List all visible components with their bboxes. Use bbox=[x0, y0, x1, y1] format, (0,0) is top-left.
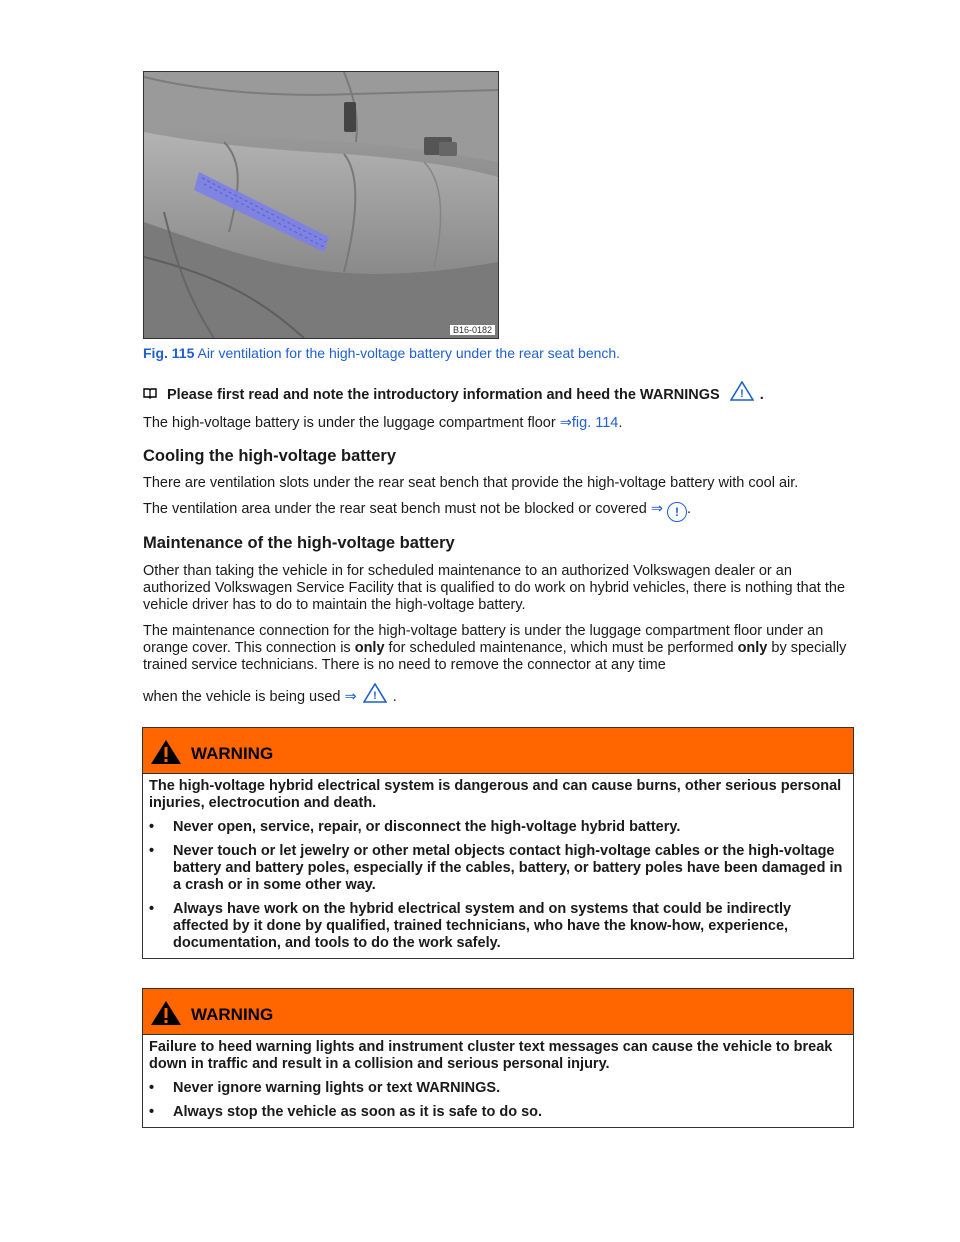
warning-bullet: • Always have work on the hybrid electrical system and on systems that could be indirectly affected by it done by qualified, trained technicians, who have the know-how, experience, documentation, and tools to do the work safely. bbox=[149, 901, 845, 952]
maintenance-p2-b: for scheduled maintenance, which must be performed bbox=[384, 640, 738, 656]
fig-link-text: fig. 114 bbox=[571, 415, 619, 431]
bullet-text: Always have work on the hybrid electrical system and on systems that could be indirectly affected by it done by qualified, trained technicians, who have the know-how, experience, documentation, and tools to do the work safely. bbox=[173, 901, 792, 951]
cooling-p1: There are ventilation slots under the rear seat bench that provide the high-voltage battery with cool air. bbox=[143, 475, 799, 491]
warning-icon bbox=[150, 1000, 182, 1026]
warning-icon bbox=[150, 739, 182, 765]
bullet-text: Never ignore warning lights or text WARNINGS. bbox=[173, 1080, 501, 1096]
warning-triangle-icon[interactable] bbox=[730, 381, 754, 401]
intro-text: Please first read and note the introductory information and heed the WARNINGS bbox=[167, 387, 720, 403]
figure-rear-seat bbox=[143, 71, 499, 339]
rear-seat-illustration bbox=[144, 72, 498, 338]
warning-title: WARNING bbox=[191, 744, 274, 763]
emphasis-only: only bbox=[737, 640, 768, 656]
warning-header bbox=[143, 989, 853, 1035]
intro-note bbox=[143, 381, 855, 404]
maintenance-p2-a: The maintenance connection for the high-voltage battery is under the luggage compartment floor under an orange cover. This connection is bbox=[143, 623, 824, 656]
warning-box-1 bbox=[142, 727, 854, 959]
cooling-heading: Cooling the high-voltage battery bbox=[143, 447, 397, 465]
arrow: ⇒ bbox=[559, 415, 572, 431]
bullet-text: Always stop the vehicle as soon as it is safe to do so. bbox=[173, 1104, 543, 1120]
bullet-text: Never open, service, repair, or disconnect the high-voltage hybrid battery. bbox=[173, 819, 681, 835]
cooling-p2 bbox=[143, 501, 855, 522]
emphasis-only: only bbox=[354, 640, 385, 656]
warning-title: WARNING bbox=[191, 1005, 274, 1024]
figure-caption-text: Air ventilation for the high-voltage battery under the rear seat bench. bbox=[194, 345, 621, 361]
fig-114-link[interactable] bbox=[560, 415, 619, 431]
period: . bbox=[618, 415, 623, 431]
period: . bbox=[687, 501, 692, 517]
notice-icon[interactable]: ! bbox=[667, 502, 687, 522]
warning-box-2 bbox=[142, 988, 854, 1128]
warning-triangle-icon[interactable] bbox=[363, 683, 387, 703]
warning-bullet: • Always stop the vehicle as soon as it is safe to do so. bbox=[149, 1104, 543, 1120]
figure-label: Fig. 115 bbox=[143, 345, 195, 361]
book-icon bbox=[143, 386, 157, 403]
figure-code: B16-0182 bbox=[450, 325, 495, 335]
svg-text:!: ! bbox=[739, 388, 744, 400]
figure-caption bbox=[143, 345, 620, 361]
intro-end: . bbox=[759, 387, 764, 403]
warning-header bbox=[143, 728, 853, 774]
maintenance-p3-text: when the vehicle is being used bbox=[143, 689, 345, 705]
maintenance-p3 bbox=[143, 683, 855, 706]
svg-text:!: ! bbox=[372, 690, 377, 702]
bullet-text: Never touch or let jewelry or other metal objects contact high-voltage cables or the high-voltage battery and battery poles, especially if the cables, battery, or battery poles have been damaged in a crash or in some other way. bbox=[173, 843, 843, 893]
battery-location-sentence: The high-voltage battery is under the luggage compartment floor bbox=[143, 415, 560, 431]
period: . bbox=[392, 689, 397, 705]
warning-body bbox=[143, 774, 853, 958]
maintenance-heading: Maintenance of the high-voltage battery bbox=[143, 534, 455, 552]
arrow: ⇒ bbox=[650, 501, 663, 517]
warning-bullet: • Never touch or let jewelry or other metal objects contact high-voltage cables or the high-voltage battery and battery poles, especially if the cables, battery, or battery poles have been damaged in a crash or in some other way. bbox=[149, 843, 845, 894]
warning-lead: Failure to heed warning lights and instrument cluster text messages can cause the vehicle to break down in traffic and result in a collision and serious personal injury. bbox=[149, 1039, 833, 1072]
warning-bullet: • Never open, service, repair, or disconnect the high-voltage hybrid battery. bbox=[149, 819, 681, 835]
warning-lead: The high-voltage hybrid electrical system is dangerous and can cause burns, other serious personal injuries, electrocution and death. bbox=[149, 778, 842, 811]
maintenance-p2-c: by specially trained service technicians. There is no need to remove the connector at any time bbox=[143, 640, 847, 673]
cooling-p2-text: The ventilation area under the rear seat bench must not be blocked or covered bbox=[143, 501, 651, 517]
battery-location-text bbox=[143, 415, 855, 432]
maintenance-p2 bbox=[143, 623, 855, 674]
warning-body bbox=[143, 1035, 853, 1127]
warning-bullet: • Never ignore warning lights or text WARNINGS. bbox=[149, 1080, 501, 1096]
arrow: ⇒ bbox=[344, 689, 357, 705]
maintenance-p1: Other than taking the vehicle in for scheduled maintenance to an authorized Volkswagen dealer or an authorized Volkswagen Service Facility that is qualified to do work on hybrid vehicles, there is nothing that the vehicle driver has to do to maintain the high-voltage battery. bbox=[143, 563, 846, 613]
